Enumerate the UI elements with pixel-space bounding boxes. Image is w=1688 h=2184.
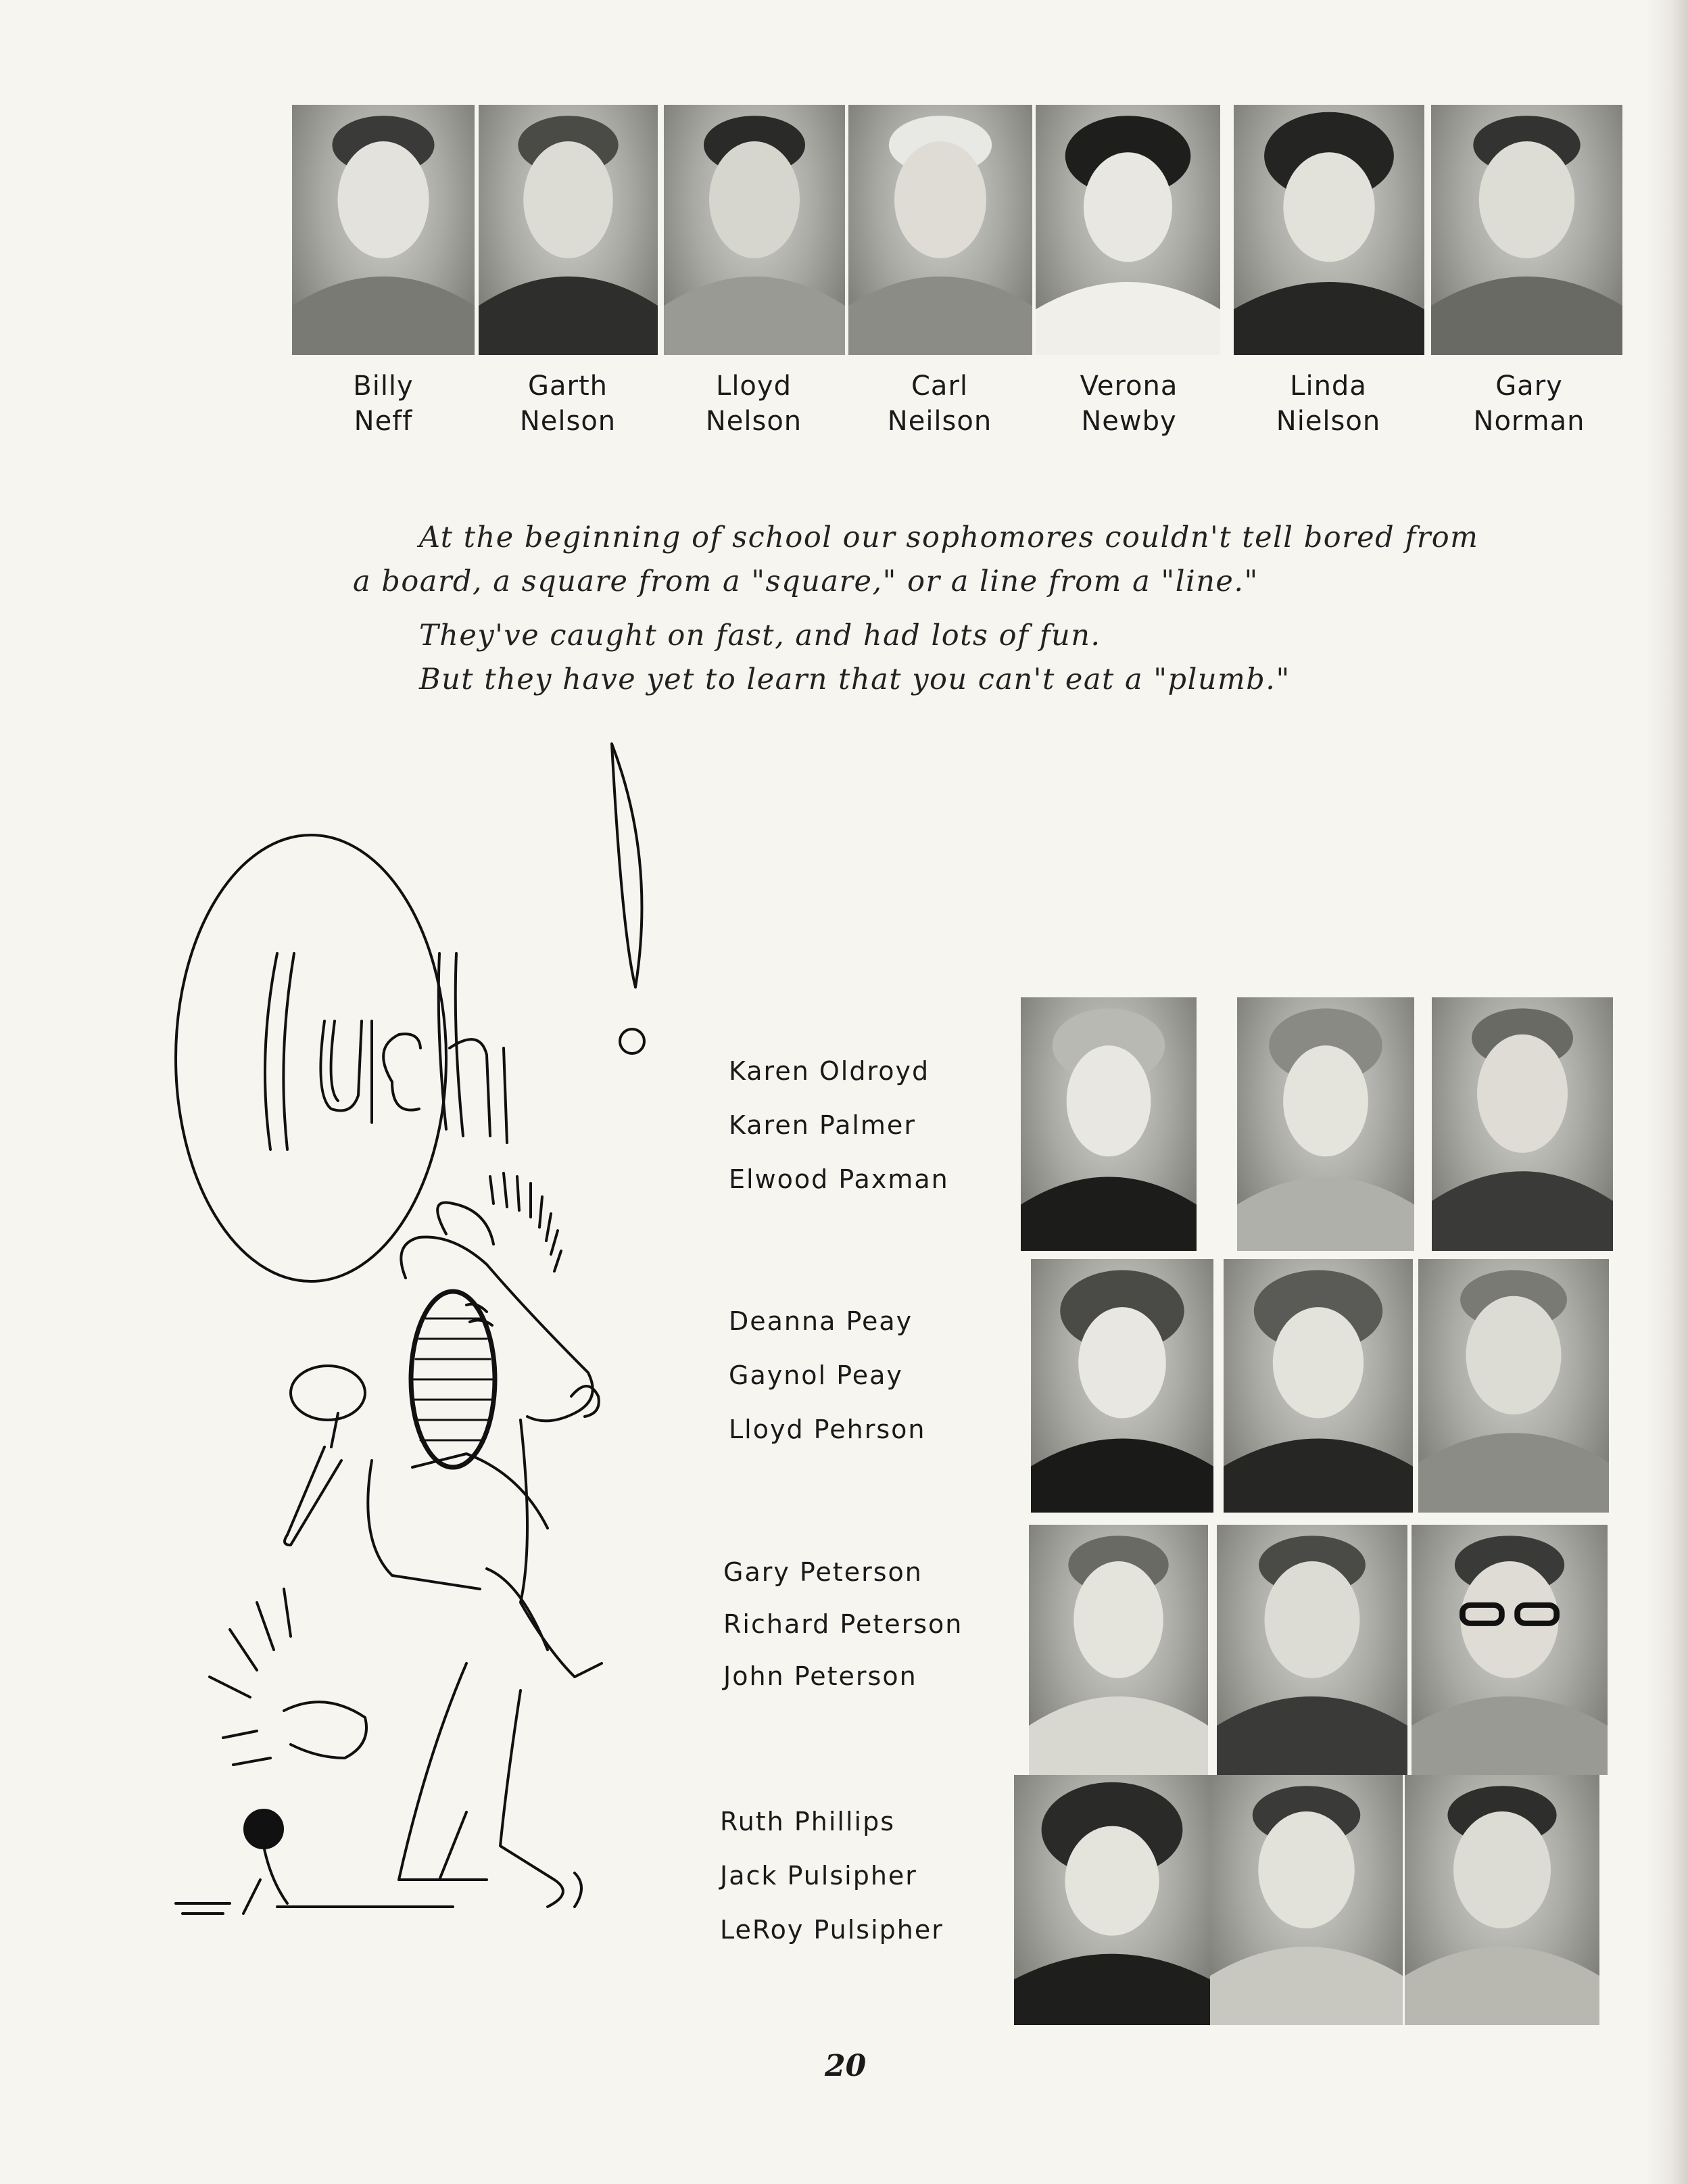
portrait-caption: [480, 369, 656, 439]
last-name: Nelson: [519, 406, 617, 437]
last-name: Neff: [354, 406, 413, 437]
portrait-photo: [1234, 105, 1424, 355]
portrait-photo: [1217, 1525, 1407, 1775]
student-name: Ruth Phillips: [720, 1807, 895, 1836]
portrait-photo: [664, 105, 845, 355]
portrait-photo: [1029, 1525, 1208, 1775]
cartoon-illustration: [169, 730, 683, 1988]
student-name: Jack Pulsipher: [720, 1861, 917, 1891]
portrait-photo: [1021, 997, 1197, 1251]
portrait-caption: [666, 369, 842, 439]
portrait-caption: [1041, 369, 1217, 439]
portrait-caption: [1441, 369, 1617, 439]
student-name: Deanna Peay: [729, 1306, 913, 1336]
poem-line: They've caught on fast, and had lots of fun.: [419, 619, 1101, 652]
portrait-photo: [1412, 1525, 1608, 1775]
student-name: Gary Peterson: [723, 1557, 923, 1587]
page-number: 20: [825, 2049, 867, 2083]
student-name: LeRoy Pulsipher: [720, 1915, 944, 1945]
portrait-photo: [1031, 1259, 1213, 1513]
portrait-photo: [292, 105, 475, 355]
student-name: Gaynol Peay: [729, 1360, 903, 1390]
last-name: Nielson: [1276, 406, 1381, 437]
portrait-photo: [1431, 105, 1622, 355]
student-name: Richard Peterson: [723, 1609, 963, 1639]
student-name: John Peterson: [723, 1661, 917, 1691]
last-name: Newby: [1081, 406, 1177, 437]
poem-line: At the beginning of school our sophomores couldn't tell bored from: [419, 521, 1479, 554]
portrait-caption: [295, 369, 471, 439]
portrait-photo: [1224, 1259, 1413, 1513]
page-edge-shadow: [1647, 0, 1688, 2184]
student-name: Karen Oldroyd: [729, 1056, 930, 1086]
portrait-photo: [1418, 1259, 1609, 1513]
poem-line: But they have yet to learn that you can't eat a "plumb.": [419, 663, 1291, 696]
student-name: Karen Palmer: [729, 1110, 916, 1140]
portrait-photo: [848, 105, 1032, 355]
portrait-photo: [1014, 1775, 1210, 2025]
portrait-photo: [1237, 997, 1414, 1251]
student-name: Lloyd Pehrson: [729, 1415, 926, 1444]
portrait-caption: [852, 369, 1028, 439]
portrait-photo: [1036, 105, 1220, 355]
portrait-caption: [1240, 369, 1416, 439]
speech-bubble-shape: [176, 835, 446, 1281]
poem-line: a board, a square from a "square," or a line from a "line.": [353, 565, 1259, 598]
first-name: Carl: [911, 371, 968, 402]
portrait-photo: [1405, 1775, 1599, 2025]
portrait-photo: [1210, 1775, 1403, 2025]
portrait-photo: [479, 105, 658, 355]
first-name: Billy: [353, 371, 414, 402]
first-name: Lloyd: [716, 371, 792, 402]
first-name: Linda: [1290, 371, 1367, 402]
last-name: Neilson: [887, 406, 992, 437]
first-name: Garth: [528, 371, 608, 402]
student-name: Elwood Paxman: [729, 1164, 949, 1194]
portrait-photo: [1432, 997, 1613, 1251]
last-name: Norman: [1473, 406, 1585, 437]
last-name: Nelson: [705, 406, 802, 437]
first-name: Gary: [1495, 371, 1563, 402]
first-name: Verona: [1080, 371, 1178, 402]
